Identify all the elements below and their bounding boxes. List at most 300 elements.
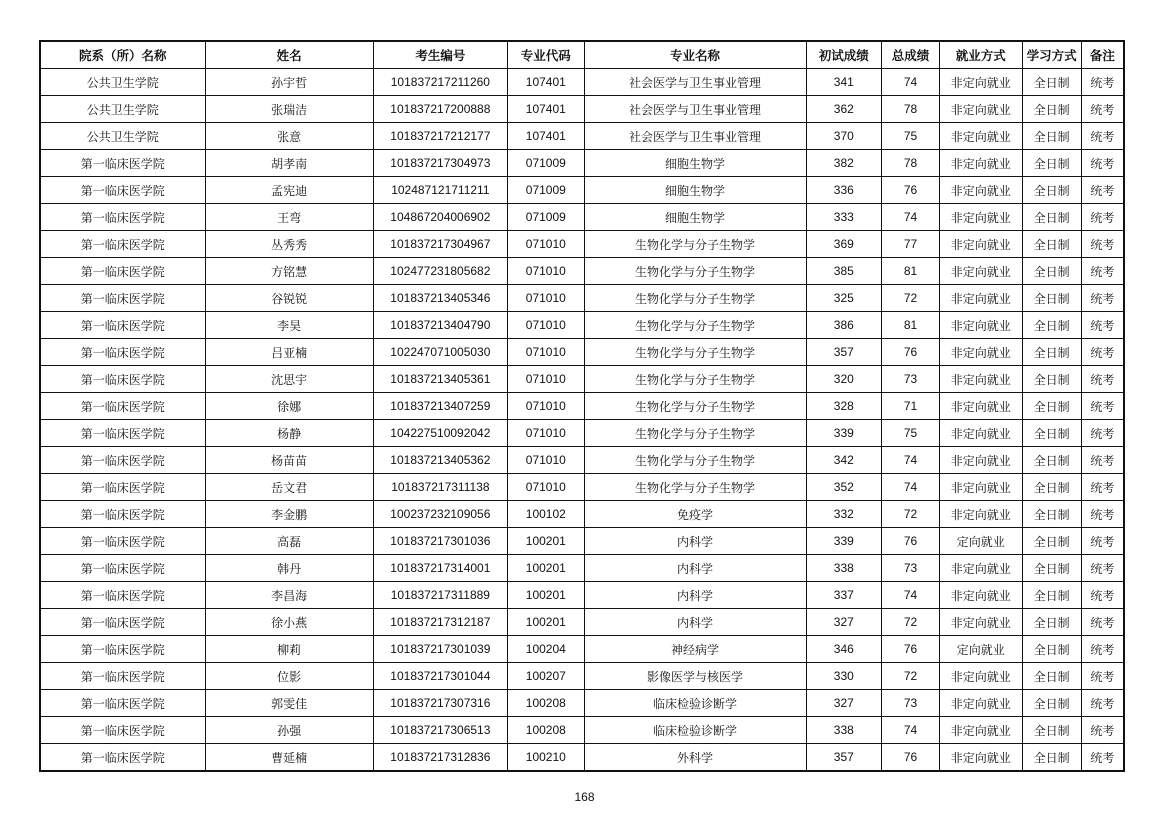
cell-department: 第一临床医学院 bbox=[40, 447, 205, 474]
cell-department: 第一临床医学院 bbox=[40, 717, 205, 744]
table-row bbox=[40, 528, 1124, 555]
cell-candidate-id: 100237232109056 bbox=[373, 501, 507, 528]
cell-candidate-id: 101837217314001 bbox=[373, 555, 507, 582]
cell-total-score: 74 bbox=[881, 447, 939, 474]
cell-study-mode: 全日制 bbox=[1022, 501, 1081, 528]
cell-total-score: 72 bbox=[881, 501, 939, 528]
cell-total-score: 76 bbox=[881, 339, 939, 366]
cell-candidate-id: 104227510092042 bbox=[373, 420, 507, 447]
cell-study-mode: 全日制 bbox=[1022, 231, 1081, 258]
cell-major-name: 神经病学 bbox=[584, 636, 806, 663]
cell-study-mode: 全日制 bbox=[1022, 123, 1081, 150]
cell-candidate-id: 101837217212177 bbox=[373, 123, 507, 150]
cell-name: 杨静 bbox=[205, 420, 373, 447]
cell-remark: 统考 bbox=[1081, 447, 1124, 474]
cell-candidate-id: 101837217301044 bbox=[373, 663, 507, 690]
cell-department: 第一临床医学院 bbox=[40, 339, 205, 366]
cell-department: 第一临床医学院 bbox=[40, 636, 205, 663]
cell-department: 第一临床医学院 bbox=[40, 177, 205, 204]
cell-major-code: 100201 bbox=[508, 528, 584, 555]
cell-department: 第一临床医学院 bbox=[40, 366, 205, 393]
cell-total-score: 76 bbox=[881, 744, 939, 772]
cell-employment-type: 非定向就业 bbox=[940, 204, 1023, 231]
cell-major-code: 100201 bbox=[508, 609, 584, 636]
cell-name: 高磊 bbox=[205, 528, 373, 555]
cell-study-mode: 全日制 bbox=[1022, 447, 1081, 474]
cell-prelim-score: 337 bbox=[806, 582, 881, 609]
cell-study-mode: 全日制 bbox=[1022, 285, 1081, 312]
cell-candidate-id: 101837217200888 bbox=[373, 96, 507, 123]
table-row bbox=[40, 258, 1124, 285]
cell-major-name: 生物化学与分子生物学 bbox=[584, 474, 806, 501]
cell-major-name: 社会医学与卫生事业管理 bbox=[584, 69, 806, 96]
cell-department: 第一临床医学院 bbox=[40, 393, 205, 420]
header-candidate-id: 考生编号 bbox=[373, 41, 507, 69]
cell-study-mode: 全日制 bbox=[1022, 258, 1081, 285]
cell-total-score: 73 bbox=[881, 690, 939, 717]
cell-prelim-score: 346 bbox=[806, 636, 881, 663]
table-row bbox=[40, 447, 1124, 474]
cell-prelim-score: 325 bbox=[806, 285, 881, 312]
cell-remark: 统考 bbox=[1081, 717, 1124, 744]
header-study-mode: 学习方式 bbox=[1022, 41, 1081, 69]
cell-study-mode: 全日制 bbox=[1022, 96, 1081, 123]
cell-remark: 统考 bbox=[1081, 96, 1124, 123]
cell-name: 曹延楠 bbox=[205, 744, 373, 772]
cell-employment-type: 非定向就业 bbox=[940, 582, 1023, 609]
cell-name: 徐娜 bbox=[205, 393, 373, 420]
cell-remark: 统考 bbox=[1081, 744, 1124, 772]
cell-major-name: 临床检验诊断学 bbox=[584, 717, 806, 744]
cell-major-name: 社会医学与卫生事业管理 bbox=[584, 123, 806, 150]
cell-major-name: 生物化学与分子生物学 bbox=[584, 366, 806, 393]
cell-total-score: 81 bbox=[881, 312, 939, 339]
cell-total-score: 77 bbox=[881, 231, 939, 258]
header-prelim-score: 初试成绩 bbox=[806, 41, 881, 69]
cell-candidate-id: 101837213405346 bbox=[373, 285, 507, 312]
cell-name: 位影 bbox=[205, 663, 373, 690]
cell-department: 公共卫生学院 bbox=[40, 123, 205, 150]
cell-remark: 统考 bbox=[1081, 339, 1124, 366]
table-row bbox=[40, 339, 1124, 366]
cell-remark: 统考 bbox=[1081, 609, 1124, 636]
cell-employment-type: 非定向就业 bbox=[940, 312, 1023, 339]
cell-total-score: 73 bbox=[881, 366, 939, 393]
cell-remark: 统考 bbox=[1081, 501, 1124, 528]
cell-study-mode: 全日制 bbox=[1022, 582, 1081, 609]
cell-candidate-id: 102247071005030 bbox=[373, 339, 507, 366]
cell-remark: 统考 bbox=[1081, 528, 1124, 555]
cell-name: 李昌海 bbox=[205, 582, 373, 609]
cell-employment-type: 非定向就业 bbox=[940, 231, 1023, 258]
table-body bbox=[40, 69, 1124, 772]
table-row bbox=[40, 744, 1124, 772]
cell-total-score: 78 bbox=[881, 150, 939, 177]
cell-total-score: 78 bbox=[881, 96, 939, 123]
cell-department: 第一临床医学院 bbox=[40, 204, 205, 231]
table-row bbox=[40, 96, 1124, 123]
cell-major-name: 社会医学与卫生事业管理 bbox=[584, 96, 806, 123]
cell-prelim-score: 336 bbox=[806, 177, 881, 204]
header-major-name: 专业名称 bbox=[584, 41, 806, 69]
cell-candidate-id: 101837217301036 bbox=[373, 528, 507, 555]
cell-prelim-score: 369 bbox=[806, 231, 881, 258]
cell-prelim-score: 320 bbox=[806, 366, 881, 393]
cell-remark: 统考 bbox=[1081, 285, 1124, 312]
cell-study-mode: 全日制 bbox=[1022, 150, 1081, 177]
cell-total-score: 74 bbox=[881, 204, 939, 231]
cell-employment-type: 非定向就业 bbox=[940, 393, 1023, 420]
cell-study-mode: 全日制 bbox=[1022, 717, 1081, 744]
cell-department: 第一临床医学院 bbox=[40, 474, 205, 501]
cell-major-code: 071009 bbox=[508, 150, 584, 177]
cell-major-code: 100208 bbox=[508, 690, 584, 717]
cell-name: 岳文君 bbox=[205, 474, 373, 501]
cell-prelim-score: 370 bbox=[806, 123, 881, 150]
cell-name: 胡孝南 bbox=[205, 150, 373, 177]
cell-department: 第一临床医学院 bbox=[40, 582, 205, 609]
cell-candidate-id: 101837213405362 bbox=[373, 447, 507, 474]
cell-major-code: 100207 bbox=[508, 663, 584, 690]
cell-name: 张瑞洁 bbox=[205, 96, 373, 123]
cell-employment-type: 非定向就业 bbox=[940, 285, 1023, 312]
cell-employment-type: 非定向就业 bbox=[940, 150, 1023, 177]
cell-remark: 统考 bbox=[1081, 123, 1124, 150]
cell-major-code: 071010 bbox=[508, 285, 584, 312]
cell-major-name: 生物化学与分子生物学 bbox=[584, 285, 806, 312]
cell-employment-type: 非定向就业 bbox=[940, 69, 1023, 96]
table-row bbox=[40, 582, 1124, 609]
cell-major-name: 生物化学与分子生物学 bbox=[584, 231, 806, 258]
cell-name: 孙宇哲 bbox=[205, 69, 373, 96]
cell-total-score: 74 bbox=[881, 582, 939, 609]
cell-total-score: 73 bbox=[881, 555, 939, 582]
cell-major-code: 071010 bbox=[508, 366, 584, 393]
table-row bbox=[40, 717, 1124, 744]
cell-remark: 统考 bbox=[1081, 636, 1124, 663]
cell-total-score: 76 bbox=[881, 636, 939, 663]
table-row bbox=[40, 366, 1124, 393]
cell-prelim-score: 382 bbox=[806, 150, 881, 177]
cell-candidate-id: 101837213404790 bbox=[373, 312, 507, 339]
cell-total-score: 74 bbox=[881, 474, 939, 501]
cell-major-code: 071010 bbox=[508, 393, 584, 420]
table-row bbox=[40, 312, 1124, 339]
cell-department: 第一临床医学院 bbox=[40, 528, 205, 555]
cell-name: 韩丹 bbox=[205, 555, 373, 582]
cell-major-code: 071010 bbox=[508, 474, 584, 501]
table-row bbox=[40, 285, 1124, 312]
table-row bbox=[40, 474, 1124, 501]
cell-employment-type: 定向就业 bbox=[940, 528, 1023, 555]
cell-remark: 统考 bbox=[1081, 393, 1124, 420]
cell-name: 丛秀秀 bbox=[205, 231, 373, 258]
cell-name: 徐小燕 bbox=[205, 609, 373, 636]
cell-total-score: 81 bbox=[881, 258, 939, 285]
cell-remark: 统考 bbox=[1081, 420, 1124, 447]
cell-department: 第一临床医学院 bbox=[40, 231, 205, 258]
cell-remark: 统考 bbox=[1081, 258, 1124, 285]
cell-name: 吕亚楠 bbox=[205, 339, 373, 366]
cell-study-mode: 全日制 bbox=[1022, 528, 1081, 555]
cell-employment-type: 非定向就业 bbox=[940, 447, 1023, 474]
cell-study-mode: 全日制 bbox=[1022, 555, 1081, 582]
cell-candidate-id: 101837217301039 bbox=[373, 636, 507, 663]
admission-table bbox=[39, 40, 1125, 772]
cell-major-name: 临床检验诊断学 bbox=[584, 690, 806, 717]
cell-candidate-id: 101837217307316 bbox=[373, 690, 507, 717]
cell-major-code: 100204 bbox=[508, 636, 584, 663]
cell-major-code: 100201 bbox=[508, 555, 584, 582]
cell-total-score: 74 bbox=[881, 69, 939, 96]
cell-major-code: 071010 bbox=[508, 339, 584, 366]
cell-employment-type: 非定向就业 bbox=[940, 744, 1023, 772]
cell-major-code: 071010 bbox=[508, 231, 584, 258]
cell-candidate-id: 101837217312836 bbox=[373, 744, 507, 772]
cell-department: 第一临床医学院 bbox=[40, 609, 205, 636]
cell-prelim-score: 327 bbox=[806, 690, 881, 717]
cell-major-code: 071009 bbox=[508, 177, 584, 204]
cell-department: 第一临床医学院 bbox=[40, 501, 205, 528]
cell-name: 柳莉 bbox=[205, 636, 373, 663]
cell-prelim-score: 362 bbox=[806, 96, 881, 123]
cell-study-mode: 全日制 bbox=[1022, 636, 1081, 663]
cell-major-name: 外科学 bbox=[584, 744, 806, 772]
cell-remark: 统考 bbox=[1081, 150, 1124, 177]
table-row bbox=[40, 690, 1124, 717]
cell-name: 孟宪迪 bbox=[205, 177, 373, 204]
cell-major-name: 生物化学与分子生物学 bbox=[584, 258, 806, 285]
cell-candidate-id: 101837217306513 bbox=[373, 717, 507, 744]
table-row bbox=[40, 150, 1124, 177]
table-row bbox=[40, 123, 1124, 150]
cell-employment-type: 非定向就业 bbox=[940, 258, 1023, 285]
cell-candidate-id: 101837213407259 bbox=[373, 393, 507, 420]
cell-major-name: 细胞生物学 bbox=[584, 150, 806, 177]
header-department: 院系（所）名称 bbox=[40, 41, 205, 69]
cell-name: 孙强 bbox=[205, 717, 373, 744]
cell-total-score: 72 bbox=[881, 609, 939, 636]
table-row bbox=[40, 420, 1124, 447]
cell-study-mode: 全日制 bbox=[1022, 744, 1081, 772]
cell-department: 第一临床医学院 bbox=[40, 663, 205, 690]
cell-remark: 统考 bbox=[1081, 69, 1124, 96]
cell-prelim-score: 327 bbox=[806, 609, 881, 636]
cell-major-code: 100210 bbox=[508, 744, 584, 772]
table-row bbox=[40, 69, 1124, 96]
table-header-row bbox=[40, 41, 1124, 69]
table-row bbox=[40, 177, 1124, 204]
cell-prelim-score: 352 bbox=[806, 474, 881, 501]
cell-remark: 统考 bbox=[1081, 312, 1124, 339]
cell-major-name: 影像医学与核医学 bbox=[584, 663, 806, 690]
cell-major-code: 107401 bbox=[508, 96, 584, 123]
cell-prelim-score: 342 bbox=[806, 447, 881, 474]
cell-employment-type: 非定向就业 bbox=[940, 555, 1023, 582]
cell-employment-type: 非定向就业 bbox=[940, 339, 1023, 366]
cell-major-name: 生物化学与分子生物学 bbox=[584, 312, 806, 339]
cell-remark: 统考 bbox=[1081, 204, 1124, 231]
cell-prelim-score: 338 bbox=[806, 717, 881, 744]
cell-prelim-score: 386 bbox=[806, 312, 881, 339]
cell-total-score: 75 bbox=[881, 123, 939, 150]
cell-remark: 统考 bbox=[1081, 663, 1124, 690]
cell-employment-type: 非定向就业 bbox=[940, 717, 1023, 744]
cell-candidate-id: 102487121711211 bbox=[373, 177, 507, 204]
cell-prelim-score: 339 bbox=[806, 528, 881, 555]
cell-study-mode: 全日制 bbox=[1022, 690, 1081, 717]
cell-prelim-score: 357 bbox=[806, 339, 881, 366]
cell-major-code: 071009 bbox=[508, 204, 584, 231]
cell-employment-type: 非定向就业 bbox=[940, 366, 1023, 393]
cell-total-score: 72 bbox=[881, 285, 939, 312]
header-total-score: 总成绩 bbox=[881, 41, 939, 69]
table-row bbox=[40, 393, 1124, 420]
cell-major-code: 071010 bbox=[508, 258, 584, 285]
cell-major-name: 内科学 bbox=[584, 555, 806, 582]
cell-major-name: 生物化学与分子生物学 bbox=[584, 447, 806, 474]
table-row bbox=[40, 609, 1124, 636]
cell-study-mode: 全日制 bbox=[1022, 474, 1081, 501]
cell-major-code: 100208 bbox=[508, 717, 584, 744]
cell-candidate-id: 101837217211260 bbox=[373, 69, 507, 96]
cell-employment-type: 非定向就业 bbox=[940, 501, 1023, 528]
cell-employment-type: 非定向就业 bbox=[940, 690, 1023, 717]
cell-department: 第一临床医学院 bbox=[40, 312, 205, 339]
cell-major-name: 免疫学 bbox=[584, 501, 806, 528]
cell-remark: 统考 bbox=[1081, 555, 1124, 582]
cell-study-mode: 全日制 bbox=[1022, 204, 1081, 231]
cell-employment-type: 非定向就业 bbox=[940, 96, 1023, 123]
cell-department: 第一临床医学院 bbox=[40, 150, 205, 177]
cell-remark: 统考 bbox=[1081, 474, 1124, 501]
cell-study-mode: 全日制 bbox=[1022, 177, 1081, 204]
cell-prelim-score: 332 bbox=[806, 501, 881, 528]
cell-study-mode: 全日制 bbox=[1022, 312, 1081, 339]
cell-study-mode: 全日制 bbox=[1022, 420, 1081, 447]
cell-total-score: 76 bbox=[881, 177, 939, 204]
cell-name: 李昊 bbox=[205, 312, 373, 339]
cell-total-score: 72 bbox=[881, 663, 939, 690]
cell-major-code: 071010 bbox=[508, 312, 584, 339]
cell-department: 公共卫生学院 bbox=[40, 69, 205, 96]
cell-prelim-score: 333 bbox=[806, 204, 881, 231]
header-remark: 备注 bbox=[1081, 41, 1124, 69]
cell-prelim-score: 339 bbox=[806, 420, 881, 447]
cell-major-name: 内科学 bbox=[584, 582, 806, 609]
cell-candidate-id: 101837217304967 bbox=[373, 231, 507, 258]
cell-major-code: 107401 bbox=[508, 69, 584, 96]
cell-prelim-score: 357 bbox=[806, 744, 881, 772]
table-row bbox=[40, 555, 1124, 582]
cell-candidate-id: 101837217312187 bbox=[373, 609, 507, 636]
cell-major-name: 生物化学与分子生物学 bbox=[584, 339, 806, 366]
cell-major-name: 细胞生物学 bbox=[584, 177, 806, 204]
cell-study-mode: 全日制 bbox=[1022, 366, 1081, 393]
cell-major-code: 071010 bbox=[508, 420, 584, 447]
cell-study-mode: 全日制 bbox=[1022, 393, 1081, 420]
cell-candidate-id: 102477231805682 bbox=[373, 258, 507, 285]
cell-total-score: 75 bbox=[881, 420, 939, 447]
cell-candidate-id: 104867204006902 bbox=[373, 204, 507, 231]
cell-department: 第一临床医学院 bbox=[40, 420, 205, 447]
cell-department: 第一临床医学院 bbox=[40, 744, 205, 772]
cell-candidate-id: 101837217311138 bbox=[373, 474, 507, 501]
cell-remark: 统考 bbox=[1081, 177, 1124, 204]
cell-name: 沈思宇 bbox=[205, 366, 373, 393]
cell-employment-type: 定向就业 bbox=[940, 636, 1023, 663]
cell-remark: 统考 bbox=[1081, 366, 1124, 393]
cell-study-mode: 全日制 bbox=[1022, 69, 1081, 96]
cell-employment-type: 非定向就业 bbox=[940, 177, 1023, 204]
cell-department: 第一临床医学院 bbox=[40, 690, 205, 717]
cell-study-mode: 全日制 bbox=[1022, 609, 1081, 636]
cell-remark: 统考 bbox=[1081, 690, 1124, 717]
cell-major-code: 107401 bbox=[508, 123, 584, 150]
cell-employment-type: 非定向就业 bbox=[940, 420, 1023, 447]
cell-employment-type: 非定向就业 bbox=[940, 663, 1023, 690]
cell-total-score: 76 bbox=[881, 528, 939, 555]
cell-name: 谷锐锐 bbox=[205, 285, 373, 312]
cell-name: 杨苗苗 bbox=[205, 447, 373, 474]
table-row bbox=[40, 231, 1124, 258]
cell-remark: 统考 bbox=[1081, 231, 1124, 258]
cell-employment-type: 非定向就业 bbox=[940, 474, 1023, 501]
header-employment-type: 就业方式 bbox=[940, 41, 1023, 69]
cell-total-score: 74 bbox=[881, 717, 939, 744]
cell-major-code: 071010 bbox=[508, 447, 584, 474]
table-row bbox=[40, 204, 1124, 231]
page-number: 168 bbox=[574, 790, 595, 804]
cell-candidate-id: 101837213405361 bbox=[373, 366, 507, 393]
cell-major-name: 细胞生物学 bbox=[584, 204, 806, 231]
cell-name: 王弯 bbox=[205, 204, 373, 231]
cell-prelim-score: 341 bbox=[806, 69, 881, 96]
cell-name: 李金鹏 bbox=[205, 501, 373, 528]
cell-prelim-score: 385 bbox=[806, 258, 881, 285]
cell-remark: 统考 bbox=[1081, 582, 1124, 609]
cell-major-name: 内科学 bbox=[584, 609, 806, 636]
cell-prelim-score: 338 bbox=[806, 555, 881, 582]
cell-department: 第一临床医学院 bbox=[40, 285, 205, 312]
table-row bbox=[40, 501, 1124, 528]
cell-department: 第一临床医学院 bbox=[40, 258, 205, 285]
cell-study-mode: 全日制 bbox=[1022, 339, 1081, 366]
cell-major-name: 生物化学与分子生物学 bbox=[584, 393, 806, 420]
cell-name: 郭雯佳 bbox=[205, 690, 373, 717]
cell-prelim-score: 330 bbox=[806, 663, 881, 690]
table-row bbox=[40, 636, 1124, 663]
cell-candidate-id: 101837217311889 bbox=[373, 582, 507, 609]
header-major-code: 专业代码 bbox=[508, 41, 584, 69]
cell-department: 公共卫生学院 bbox=[40, 96, 205, 123]
cell-name: 方铭慧 bbox=[205, 258, 373, 285]
cell-department: 第一临床医学院 bbox=[40, 555, 205, 582]
header-name: 姓名 bbox=[205, 41, 373, 69]
cell-major-code: 100102 bbox=[508, 501, 584, 528]
cell-employment-type: 非定向就业 bbox=[940, 123, 1023, 150]
cell-major-code: 100201 bbox=[508, 582, 584, 609]
cell-total-score: 71 bbox=[881, 393, 939, 420]
cell-employment-type: 非定向就业 bbox=[940, 609, 1023, 636]
cell-study-mode: 全日制 bbox=[1022, 663, 1081, 690]
cell-prelim-score: 328 bbox=[806, 393, 881, 420]
cell-name: 张意 bbox=[205, 123, 373, 150]
cell-candidate-id: 101837217304973 bbox=[373, 150, 507, 177]
cell-major-name: 生物化学与分子生物学 bbox=[584, 420, 806, 447]
table-row bbox=[40, 663, 1124, 690]
cell-major-name: 内科学 bbox=[584, 528, 806, 555]
